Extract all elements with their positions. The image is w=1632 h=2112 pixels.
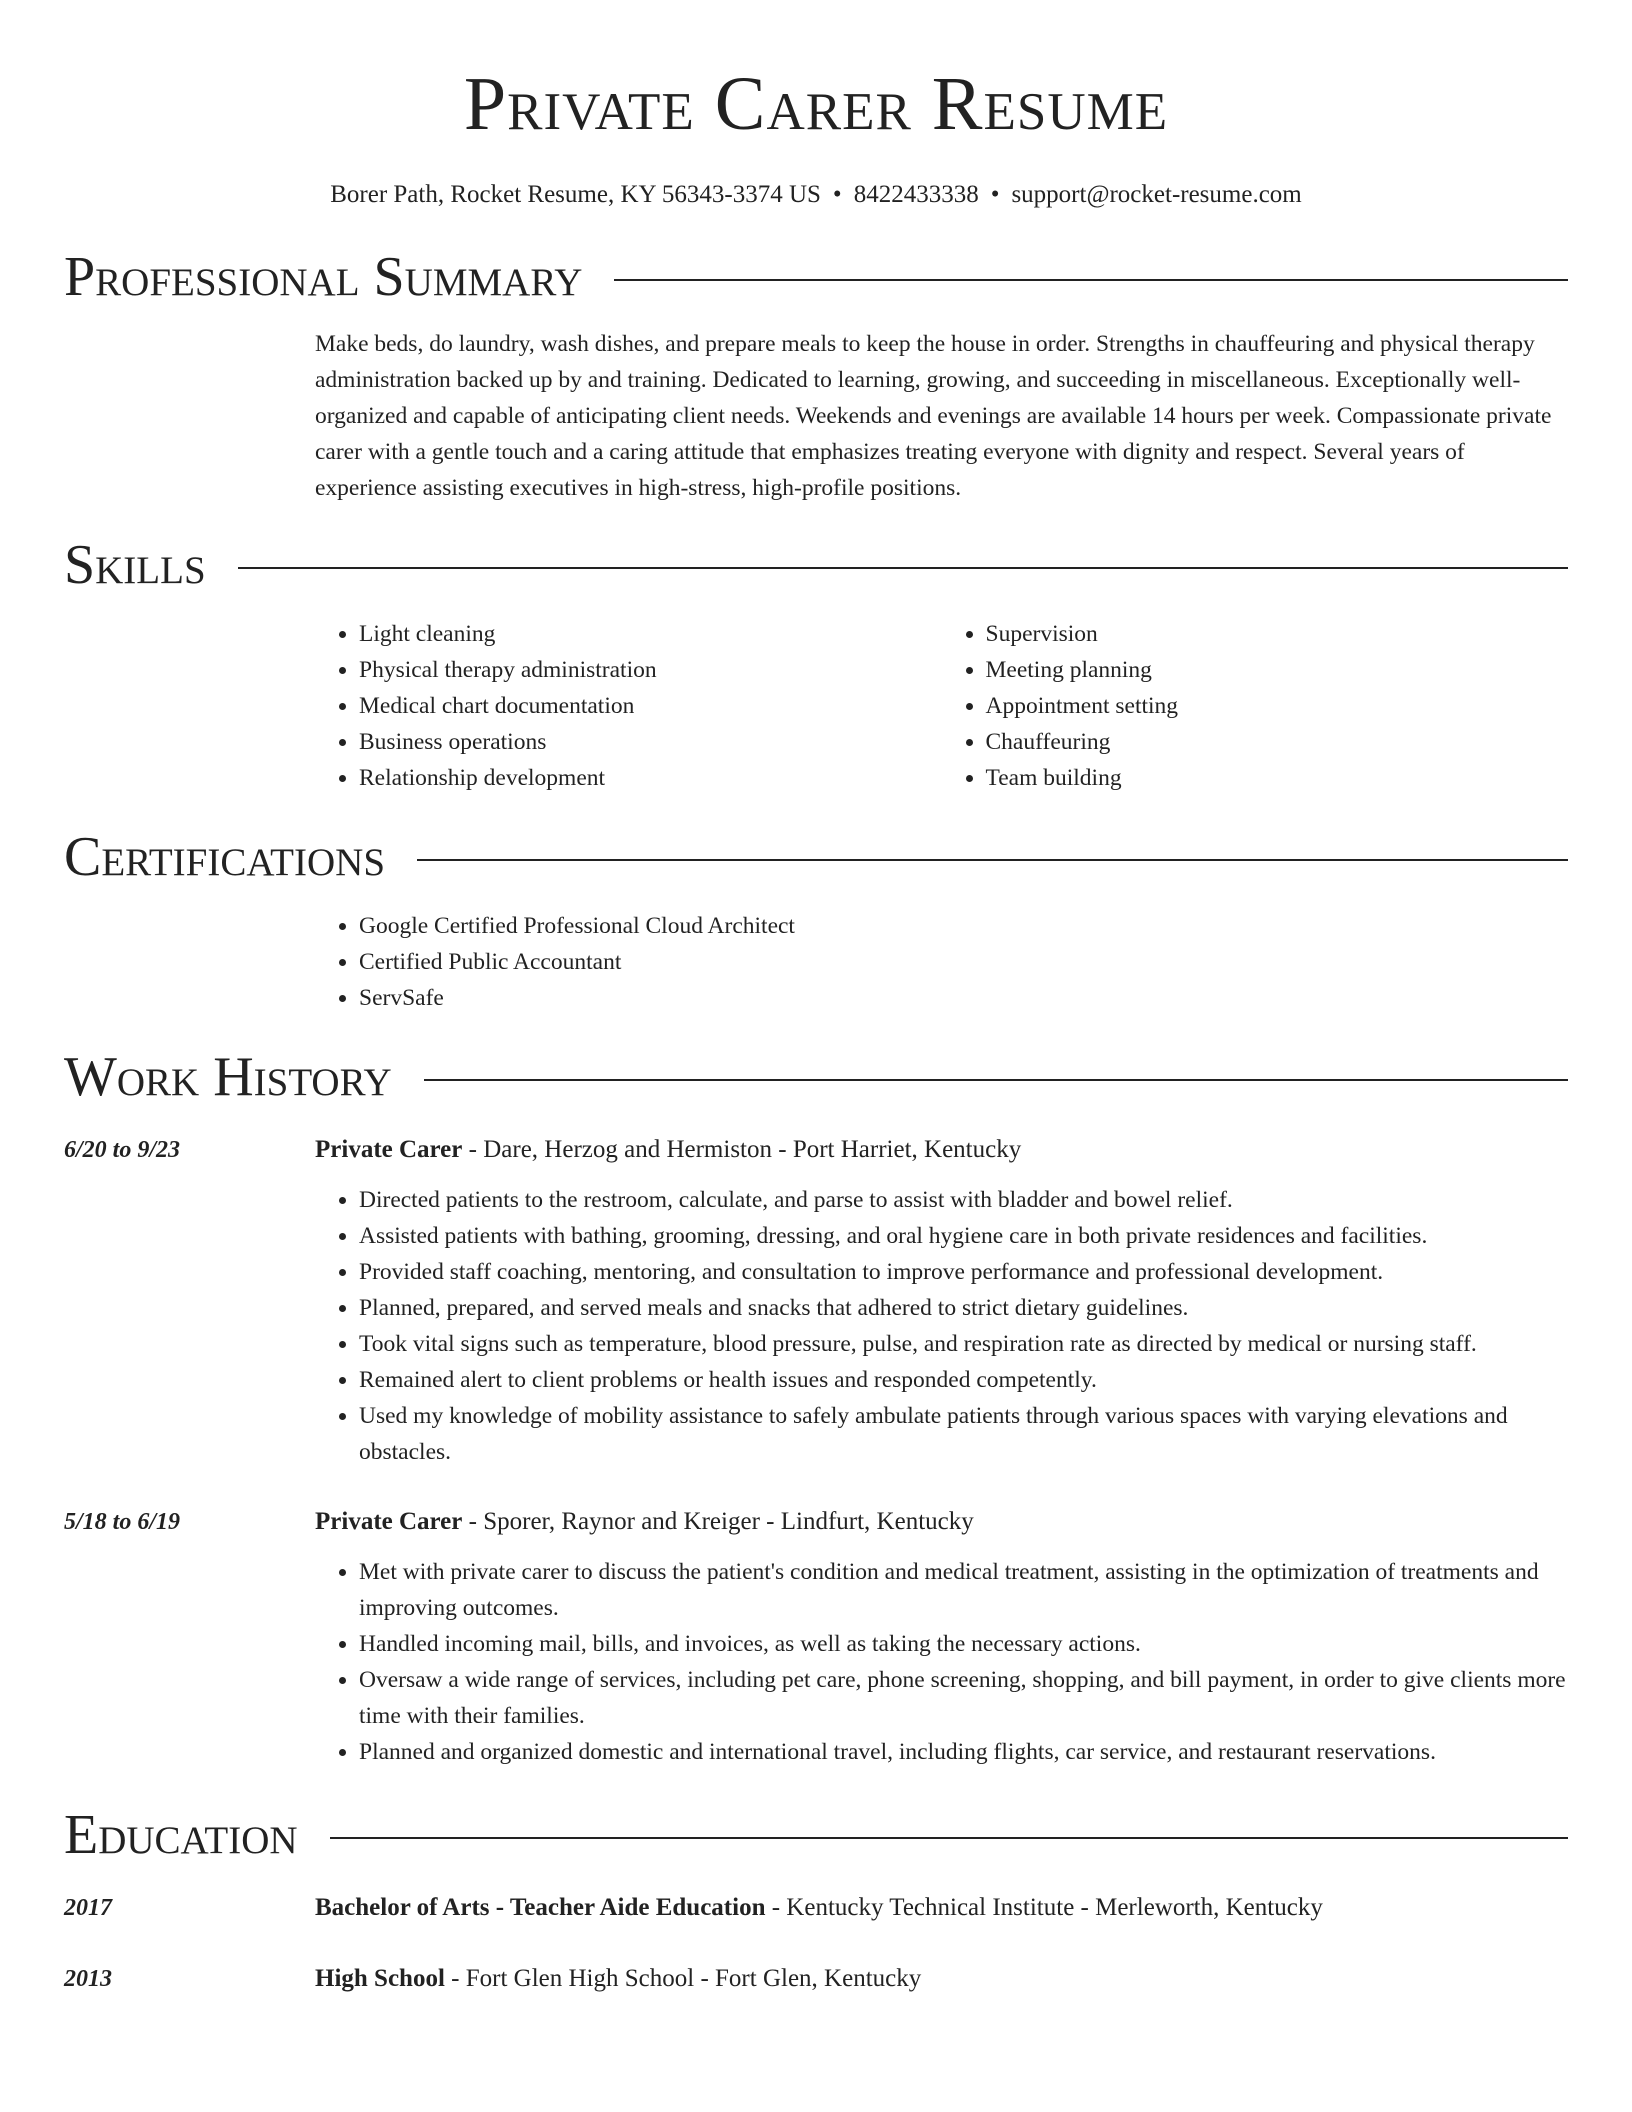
certification-item: • ServSafe bbox=[359, 980, 1568, 1016]
skill-item: • Relationship development bbox=[359, 760, 942, 796]
education-degree: Bachelor of Arts - Teacher Aide Education bbox=[315, 1894, 766, 1921]
job-duty: • Met with private carer to discuss the patient's condition and medical treatment, assisting in the optimization of treatments and improving outcomes. bbox=[359, 1554, 1568, 1626]
contact-address: Borer Path, Rocket Resume, KY 56343-3374 US bbox=[330, 181, 821, 208]
job-title: Private Carer bbox=[315, 1508, 463, 1535]
skills-list-left bbox=[315, 616, 942, 796]
skills-grid bbox=[315, 616, 1568, 796]
skill-item: • Team building bbox=[986, 760, 1569, 796]
section-divider bbox=[424, 1079, 1568, 1081]
job-duties-list bbox=[315, 1554, 1568, 1770]
job-date: 6/20 to 9/23 bbox=[64, 1137, 181, 1163]
skill-item: • Chauffeuring bbox=[986, 724, 1569, 760]
skill-item: • Business operations bbox=[359, 724, 942, 760]
job-duties-list bbox=[315, 1182, 1568, 1470]
section-heading-label: Education bbox=[64, 1804, 298, 1866]
education-degree: High School bbox=[315, 1965, 445, 1992]
job-body bbox=[315, 1504, 1568, 1770]
section-heading-label: Work History bbox=[64, 1046, 392, 1108]
job-duty: • Took vital signs such as temperature, blood pressure, pulse, and respiration rate as directed by medical or nursing staff. bbox=[359, 1326, 1568, 1362]
job-duty: • Planned, prepared, and served meals and snacks that adhered to strict dietary guidelines. bbox=[359, 1290, 1568, 1326]
skill-item: • Light cleaning bbox=[359, 616, 942, 652]
job-date: 5/18 to 6/19 bbox=[64, 1509, 181, 1535]
section-heading-label: Skills bbox=[64, 534, 206, 596]
summary-text: Make beds, do laundry, wash dishes, and prepare meals to keep the house in order. Strengths in chauffeuring and physical therapy administration backed up by and training. Dedicated to learning, growing, and succeeding in miscellaneous. Exceptionally well-organized and capable of anticipating client needs. Weekends and evenings are available 14 hours per week. Compassionate private carer with a gentle touch and a caring attitude that emphasizes treating everyone with dignity and respect. Several years of experience assisting executives in high-stress, high-profile positions. bbox=[315, 331, 1552, 501]
job-body bbox=[315, 1132, 1568, 1470]
job-duty: • Oversaw a wide range of services, including pet care, phone screening, shopping, and bill payment, in order to give clients more time with their families. bbox=[359, 1662, 1568, 1734]
job-employer: - Sporer, Raynor and Kreiger - Lindfurt, Kentucky bbox=[462, 1508, 974, 1535]
section-divider bbox=[417, 859, 1568, 861]
education-detail bbox=[315, 1890, 1323, 1926]
section-divider bbox=[238, 567, 1568, 569]
certifications-list bbox=[315, 908, 1568, 1016]
resume-page bbox=[64, 0, 1568, 1997]
education-school: - Fort Glen High School - Fort Glen, Kentucky bbox=[444, 1965, 922, 1992]
education-year: 2017 bbox=[64, 1895, 112, 1921]
job-duty: • Handled incoming mail, bills, and invoices, as well as taking the necessary actions. bbox=[359, 1626, 1568, 1662]
job-entry bbox=[64, 1504, 1568, 1770]
section-heading-skills bbox=[64, 534, 1568, 596]
education-entry bbox=[64, 1890, 1568, 1926]
contact-email: support@rocket-resume.com bbox=[1011, 181, 1302, 208]
section-divider bbox=[614, 279, 1568, 281]
contact-separator: • bbox=[990, 181, 1000, 208]
job-title: Private Carer bbox=[315, 1136, 463, 1163]
section-heading-certifications bbox=[64, 826, 1568, 888]
education-detail bbox=[315, 1961, 921, 1997]
education-school: - Kentucky Technical Institute - Merleworth, Kentucky bbox=[765, 1894, 1323, 1921]
education-entry bbox=[64, 1961, 1568, 1997]
job-title-line bbox=[315, 1132, 1568, 1168]
skill-item: • Appointment setting bbox=[986, 688, 1569, 724]
job-title-line bbox=[315, 1504, 1568, 1540]
resume-title: Private Carer Resume bbox=[463, 62, 1169, 146]
job-duty: • Used my knowledge of mobility assistance to safely ambulate patients through various spaces with varying elevations and obstacles. bbox=[359, 1398, 1568, 1470]
certification-item: • Certified Public Accountant bbox=[359, 944, 1568, 980]
section-divider bbox=[330, 1837, 1568, 1839]
section-heading-work-history bbox=[64, 1046, 1568, 1108]
certifications-block bbox=[315, 908, 1568, 1016]
contact-separator: • bbox=[832, 181, 842, 208]
contact-phone: 8422433338 bbox=[853, 181, 979, 208]
section-heading-label: Professional Summary bbox=[64, 246, 583, 308]
skills-list-right bbox=[942, 616, 1569, 796]
job-employer: - Dare, Herzog and Hermiston - Port Harriet, Kentucky bbox=[462, 1136, 1022, 1163]
skill-item: • Supervision bbox=[986, 616, 1569, 652]
skill-item: • Meeting planning bbox=[986, 652, 1569, 688]
job-duty: • Directed patients to the restroom, calculate, and parse to assist with bladder and bowel relief. bbox=[359, 1182, 1568, 1218]
contact-line bbox=[64, 180, 1568, 210]
section-heading-education bbox=[64, 1804, 1568, 1866]
education-year: 2013 bbox=[64, 1966, 112, 1992]
job-duty: • Planned and organized domestic and international travel, including flights, car service, and restaurant reservations. bbox=[359, 1734, 1568, 1770]
skill-item: • Physical therapy administration bbox=[359, 652, 942, 688]
skill-item: • Medical chart documentation bbox=[359, 688, 942, 724]
job-duty: • Remained alert to client problems or health issues and responded competently. bbox=[359, 1362, 1568, 1398]
section-heading-summary bbox=[64, 246, 1568, 308]
job-duty: • Assisted patients with bathing, grooming, dressing, and oral hygiene care in both private residences and facilities. bbox=[359, 1218, 1568, 1254]
section-heading-label: Certifications bbox=[64, 826, 386, 888]
job-entry bbox=[64, 1132, 1568, 1470]
job-duty: • Provided staff coaching, mentoring, and consultation to improve performance and professional development. bbox=[359, 1254, 1568, 1290]
certification-item: • Google Certified Professional Cloud Architect bbox=[359, 908, 1568, 944]
